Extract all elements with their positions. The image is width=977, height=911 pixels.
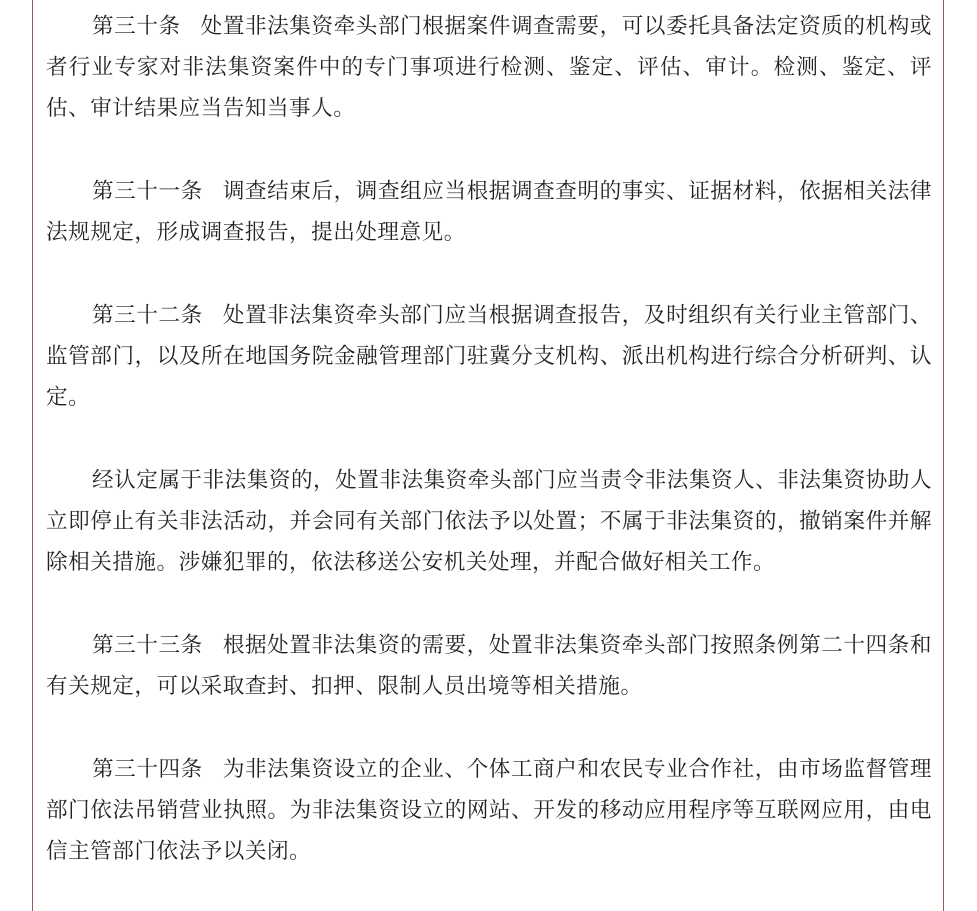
- article-body: 为非法集资设立的企业、个体工商户和农民专业合作社，由市场监督管理部门依法吊销营业执照。为非法集资设立的网站、开发的移动应用程序等互联网应用，由电信主管部门依法予以关闭。: [46, 757, 932, 864]
- article-33: [46, 625, 932, 707]
- article-body: 经认定属于非法集资的，处置非法集资牵头部门应当责令非法集资人、非法集资协助人立即停止有关非法活动，并会同有关部门依法予以处置；不属于非法集资的，撤销案件并解除相关措施。涉嫌犯罪的，依法移送公安机关处理，并配合做好相关工作。: [46, 468, 932, 575]
- article-number: 第三十一条: [92, 179, 203, 204]
- article-30: [46, 6, 932, 129]
- article-body: 根据处置非法集资的需要，处置非法集资牵头部门按照条例第二十四条和有关规定，可以采取查封、扣押、限制人员出境等相关措施。: [46, 633, 932, 699]
- article-body: 调查结束后，调查组应当根据调查查明的事实、证据材料，依据相关法律法规规定，形成调查报告，提出处理意见。: [46, 179, 932, 245]
- article-number: 第三十二条: [92, 303, 203, 328]
- article-31: [46, 171, 932, 253]
- article-32-continuation: [46, 460, 932, 583]
- regulation-text: [46, 6, 932, 911]
- article-number: 第三十条: [92, 14, 181, 39]
- article-32: [46, 295, 932, 418]
- article-body: 处置非法集资牵头部门应当根据调查报告，及时组织有关行业主管部门、监管部门，以及所在地国务院金融管理部门驻冀分支机构、派出机构进行综合分析研判、认定。: [46, 303, 932, 410]
- article-body: 处置非法集资牵头部门根据案件调查需要，可以委托具备法定资质的机构或者行业专家对非法集资案件中的专门事项进行检测、鉴定、评估、审计。检测、鉴定、评估、审计结果应当告知当事人。: [46, 14, 932, 121]
- article-number: 第三十四条: [92, 757, 203, 782]
- article-34: [46, 749, 932, 872]
- article-number: 第三十三条: [92, 633, 203, 658]
